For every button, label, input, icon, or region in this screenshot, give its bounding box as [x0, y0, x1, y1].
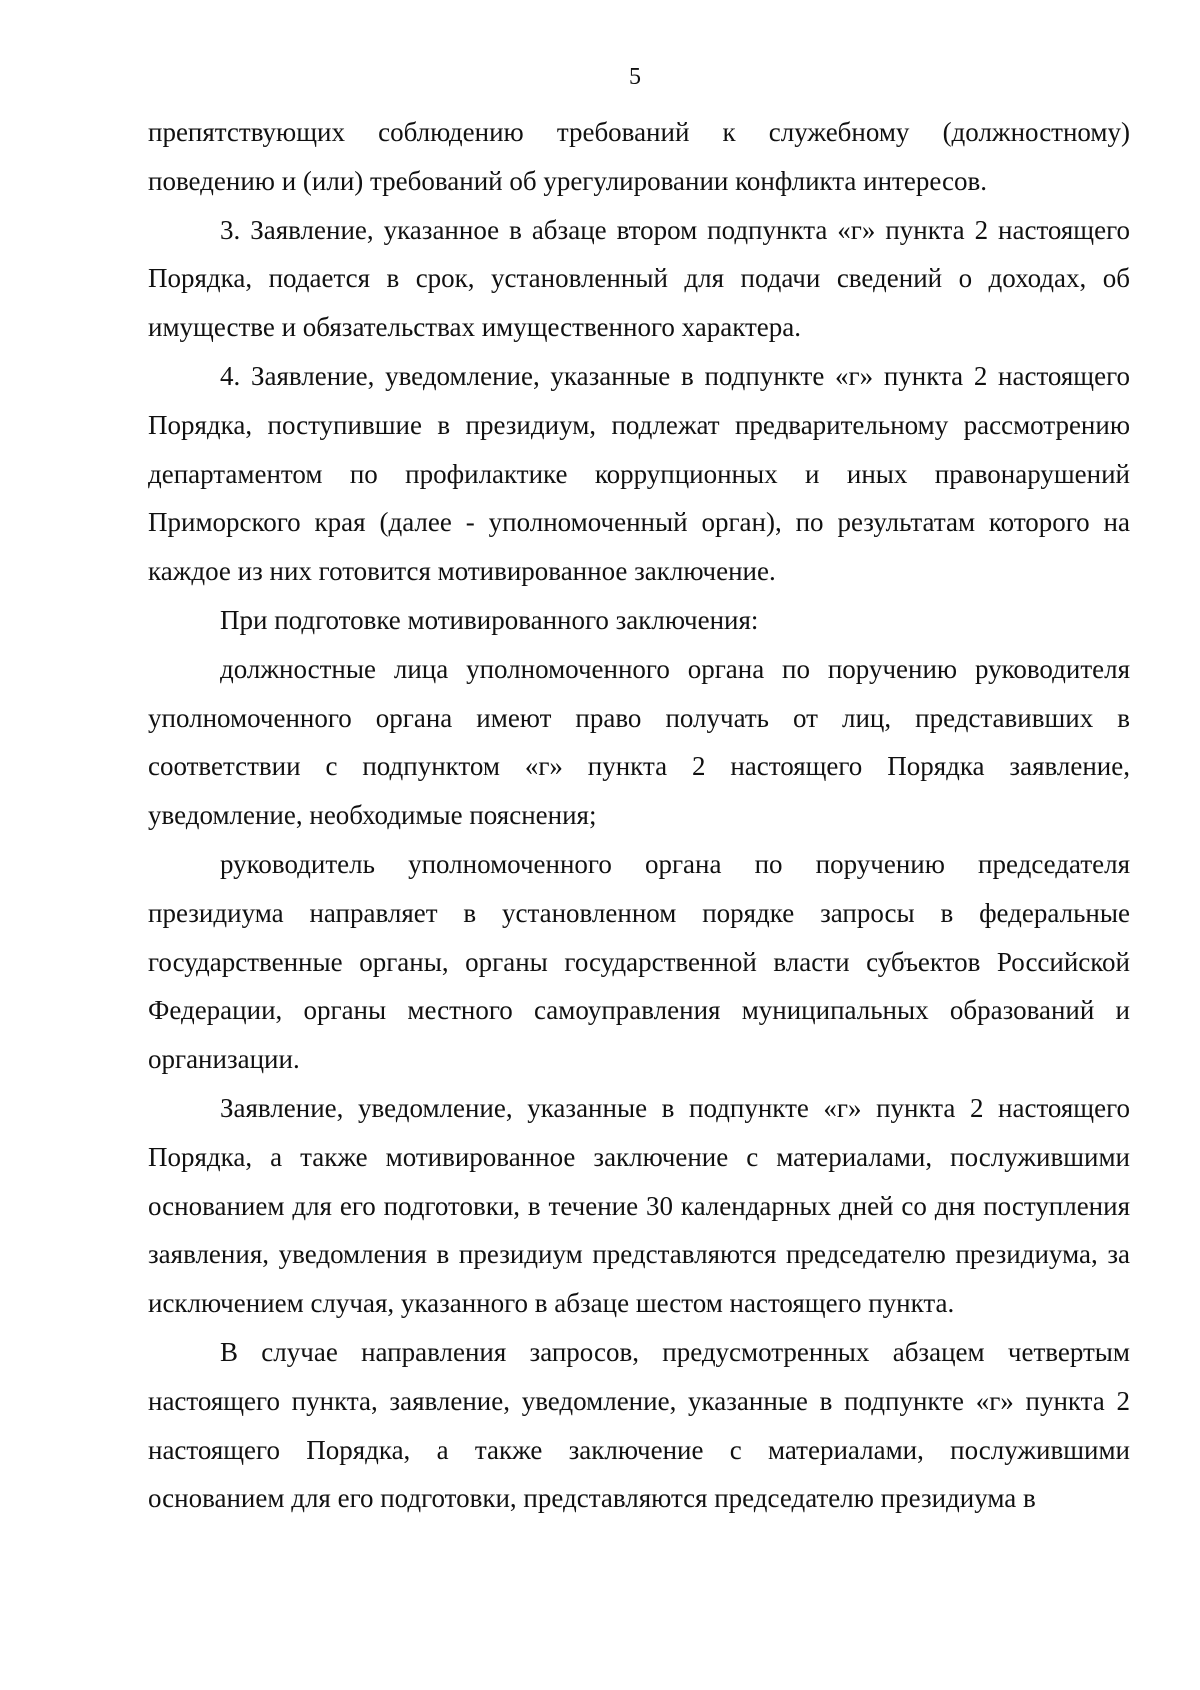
paragraph-submission-term: Заявление, уведомление, указанные в подпункте «г» пункта 2 настоящего Порядка, а также мотивированное заключение с материалами, послужившими основанием для его подготовки, в течение 30 календарных дней со дня поступления заявления, уведомления в президиум представляются председателю президиума, за исключением случая, указанного в абзаце шестом настоящего пункта.	[148, 1092, 1130, 1319]
paragraph-officials-rights: должностные лица уполномоченного органа по поручению руководителя уполномоченного органа имеют право получать от лиц, представивших в соответствии с подпунктом «г» пункта 2 настоящего Порядка заявление, уведомление, необходимые пояснения;	[148, 653, 1130, 831]
paragraph-item-3: 3. Заявление, указанное в абзаце втором подпункта «г» пункта 2 настоящего Порядка, подается в срок, установленный для подачи сведений о доходах, об имуществе и обязательствах имущественного характера.	[148, 214, 1130, 343]
document-body	[148, 108, 1130, 1523]
paragraph-preparation-intro: При подготовке мотивированного заключения:	[220, 604, 759, 635]
paragraph-continuation: препятствующих соблюдению требований к служебному (должностному) поведению и (или) требований об урегулировании конфликта интересов.	[148, 117, 1130, 196]
paragraph-item-4: 4. Заявление, уведомление, указанные в подпункте «г» пункта 2 настоящего Порядка, поступившие в президиум, подлежат предварительному рассмотрению департаментом по профилактике коррупционных и иных правонарушений Приморского края (далее - уполномоченный орган), по результатам которого на каждое из них готовится мотивированное заключение.	[148, 360, 1130, 587]
paragraph-requests-case: В случае направления запросов, предусмотренных абзацем четвертым настоящего пункта, заявление, уведомление, указанные в подпункте «г» пункта 2 настоящего Порядка, а также заключение с материалами, послужившими основанием для его подготовки, представляются председателю президиума в	[148, 1336, 1130, 1514]
page-number: 5	[629, 64, 641, 90]
paragraph-head-requests: руководитель уполномоченного органа по поручению председателя президиума направляет в установленном порядке запросы в федеральные государственные органы, органы государственной власти субъектов Российской Федерации, органы местного самоуправления муниципальных образований и организации.	[148, 848, 1130, 1075]
